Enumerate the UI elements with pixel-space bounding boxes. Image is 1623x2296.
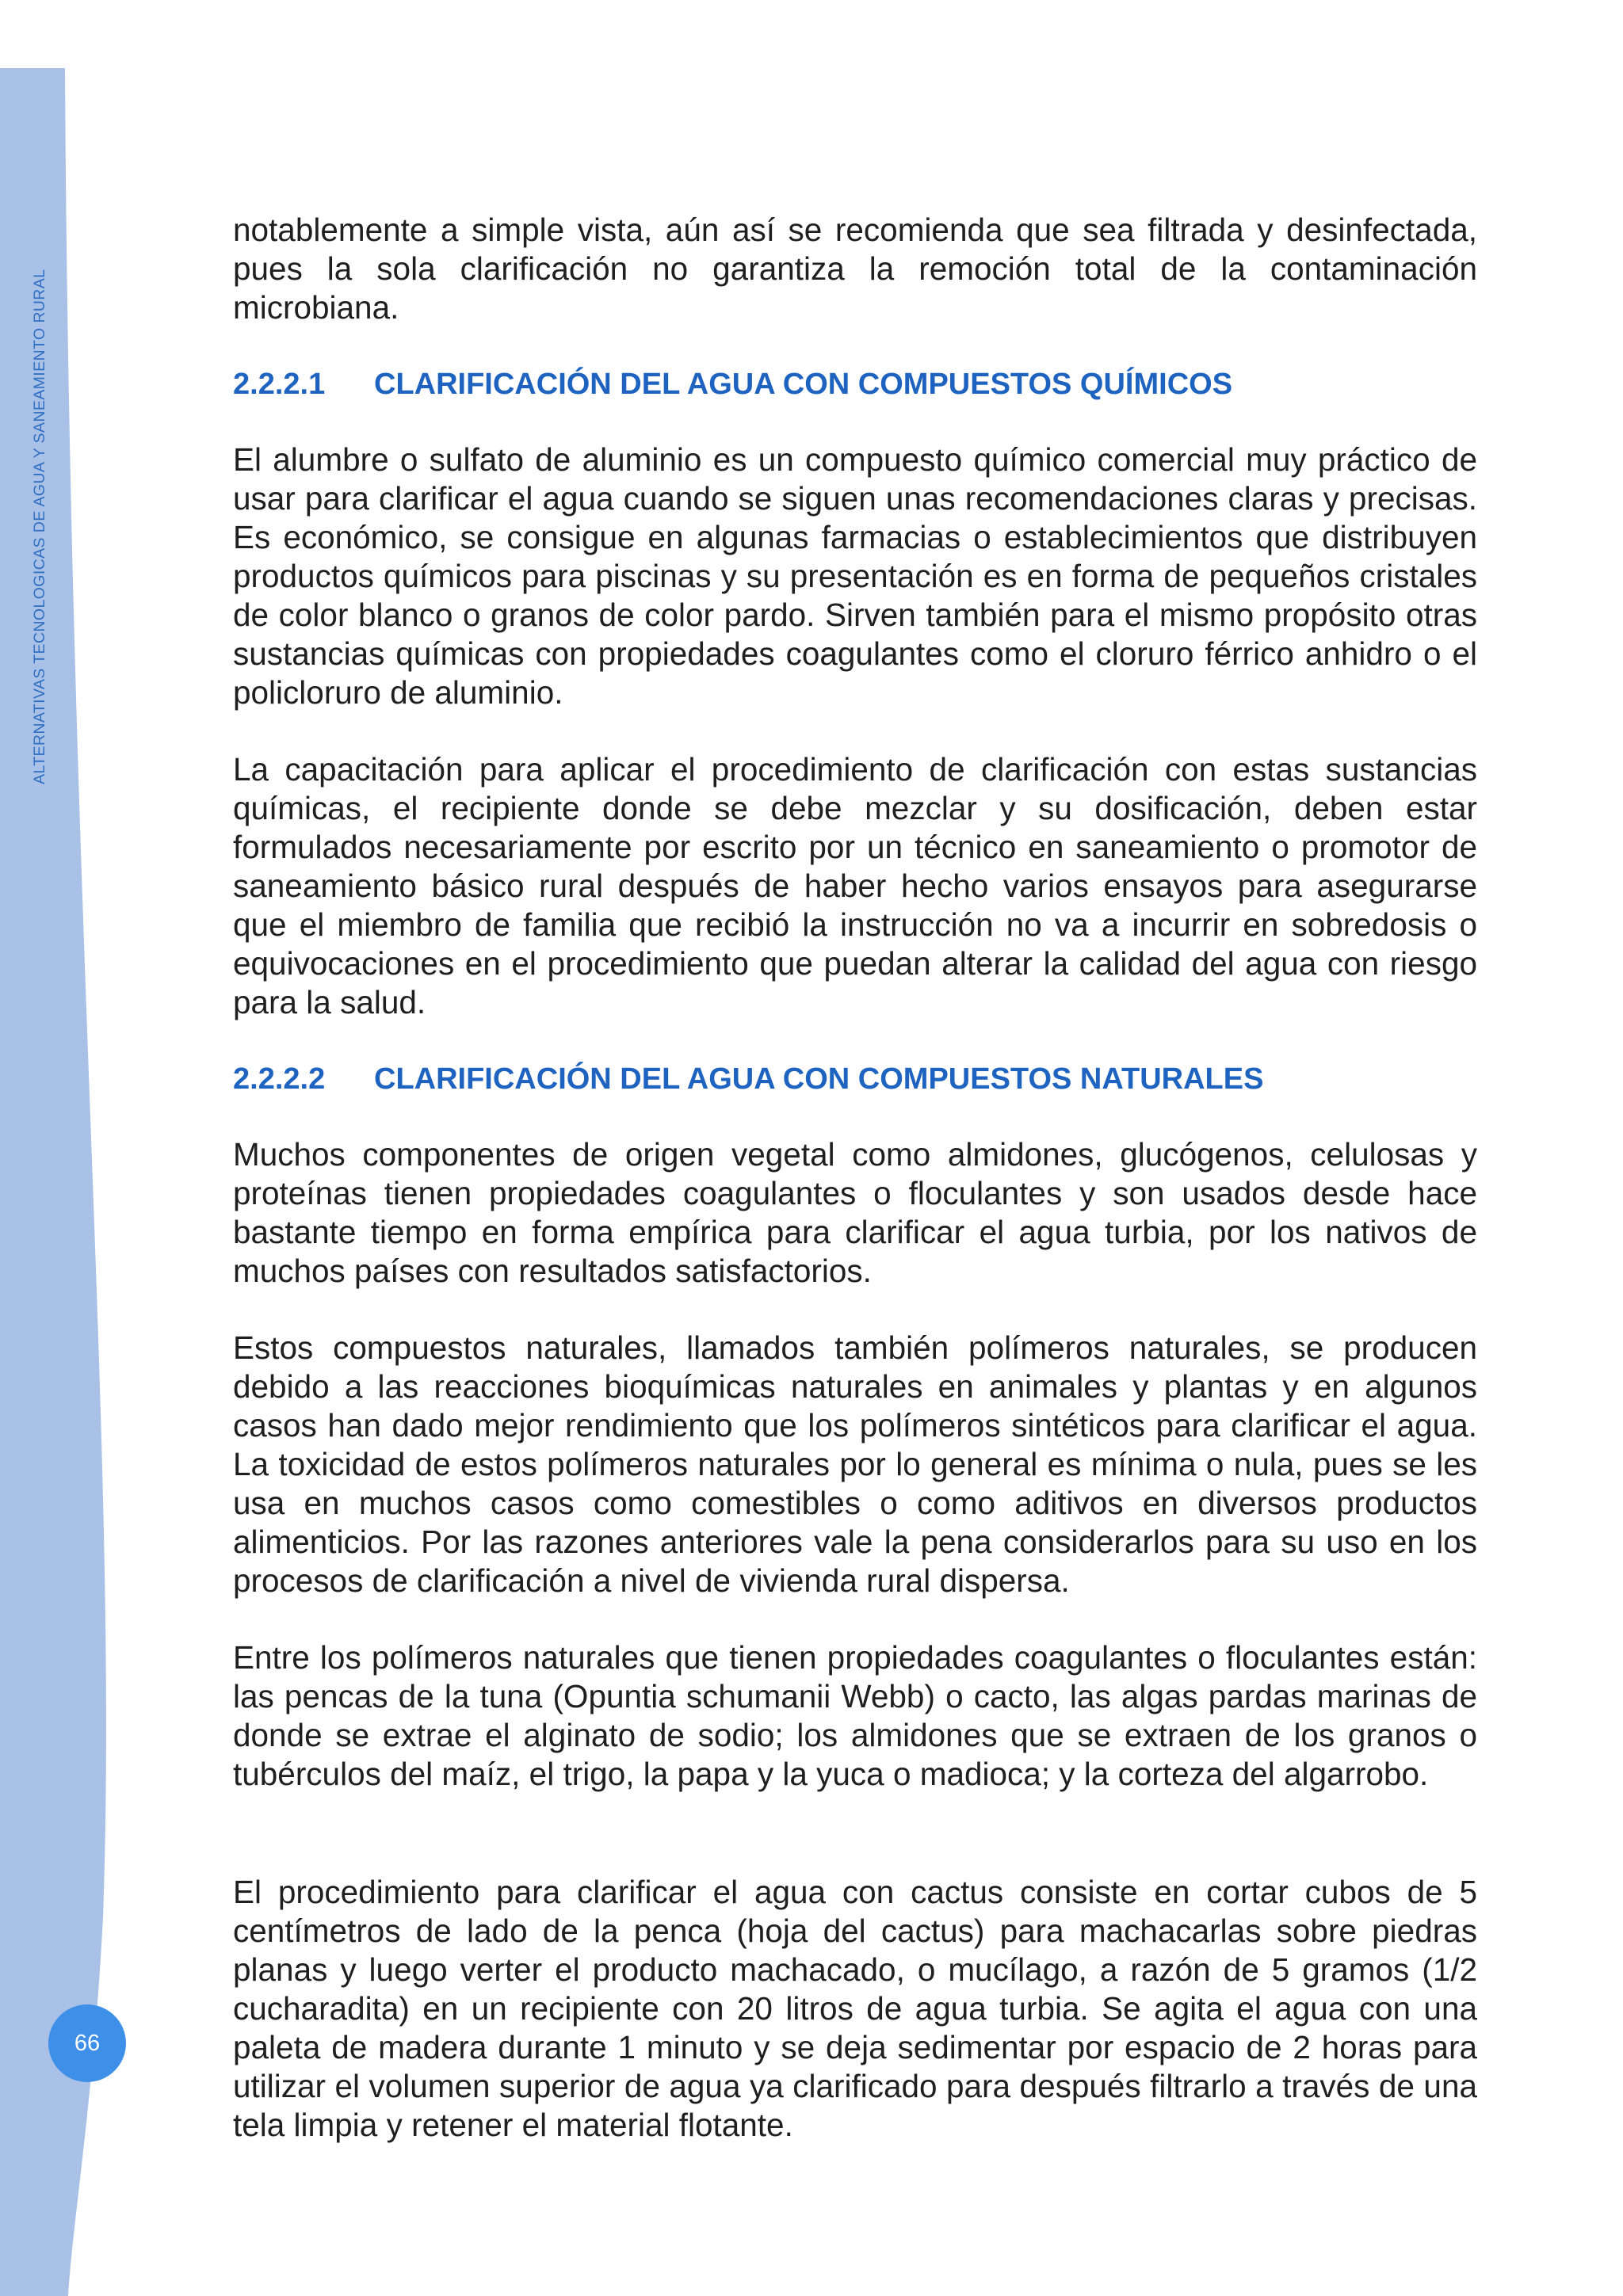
decorative-side-band — [0, 0, 127, 2296]
page-number-badge: 66 — [48, 2004, 126, 2082]
section-heading-quimicos — [233, 365, 1477, 404]
intro-paragraph: notablemente a simple vista, aún así se recomienda que sea filtrada y desinfectada, pues la sola clarificación no garantiza la remoción total de la contaminación microbiana. — [233, 212, 1477, 326]
section-number: 2.2.2.2 — [233, 1062, 326, 1096]
section-title: CLARIFICACIÓN DEL AGUA CON COMPUESTOS QUÍMICOS — [374, 368, 1233, 401]
body-paragraph: El procedimiento para clarificar el agua con cactus consiste en cortar cubos de 5 centímetros de lado de la penca (hoja del cactus) para machacarlas sobre piedras planas y luego verter el producto machacado, o mucílago, a razón de 5 gramos (1/2 cucharadita) en un recipiente con 20 litros de agua turbia. Se agita el agua con una paleta de madera durante 1 minuto y se deja sedimentar por espacio de 2 horas para utilizar el volumen superior de agua ya clarificado para después filtrarlo a través de una tela limpia y retener el material flotante. — [233, 1874, 1477, 2143]
section-number: 2.2.2.1 — [233, 368, 326, 401]
section-title: CLARIFICACIÓN DEL AGUA CON COMPUESTOS NATURALES — [374, 1062, 1264, 1096]
body-paragraph: Estos compuestos naturales, llamados también polímeros naturales, se producen debido a las reacciones bioquímicas naturales en animales y plantas y en algunos casos han dado mejor rendimiento que los polímeros sintéticos para clarificar el agua. La toxicidad de estos polímeros naturales por lo general es mínima o nula, pues se les usa en muchos casos como comestibles o como aditivos en diversos productos alimenticios. Por las razones anteriores vale la pena considerarlos para su uso en los procesos de clarificación a nivel de vivienda rural dispersa. — [233, 1329, 1477, 1599]
running-title: ALTERNATIVAS TECNOLOGICAS DE AGUA Y SANEAMIENTO RURAL — [31, 269, 48, 784]
body-paragraph: La capacitación para aplicar el procedimiento de clarificación con estas sustancias químicas, el recipiente donde se debe mezclar y su dosificación, deben estar formulados necesariamente por escrito por un técnico en saneamiento o promotor de saneamiento básico rural después de haber hecho varios ensayos para asegurarse que el miembro de familia que recibió la instrucción no va a incurrir en sobredosis o equivocaciones en el procedimiento que puedan alterar la calidad del agua con riesgo para la salud. — [233, 751, 1477, 1020]
body-paragraph: Entre los polímeros naturales que tienen propiedades coagulantes o floculantes están: las pencas de la tuna (Opuntia schumanii Webb) o cacto, las algas pardas marinas de donde se extrae el alginato de sodio; los almidones que se extraen de los granos o tubérculos del maíz, el trigo, la papa y la yuca o madioca; y la corteza del algarrobo. — [233, 1639, 1477, 1792]
section-heading-naturales — [233, 1060, 1477, 1099]
main-content — [233, 211, 1477, 2183]
body-paragraph: Muchos componentes de origen vegetal como almidones, glucógenos, celulosas y proteínas tienen propiedades coagulantes o floculantes y son usados desde hace bastante tiempo en forma empírica para clarificar el agua turbia, por los nativos de muchos países con resultados satisfactorios. — [233, 1136, 1477, 1289]
body-paragraph: El alumbre o sulfato de aluminio es un compuesto químico comercial muy práctico de usar para clarificar el agua cuando se siguen unas recomendaciones claras y precisas. Es económico, se consigue en algunas farmacias o establecimientos que distribuyen productos químicos para piscinas y su presentación es en forma de pequeños cristales de color blanco o granos de color pardo. Sirven también para el mismo propósito otras sustancias químicas con propiedades coagulantes como el cloruro férrico anhidro o el policloruro de aluminio. — [233, 441, 1477, 711]
